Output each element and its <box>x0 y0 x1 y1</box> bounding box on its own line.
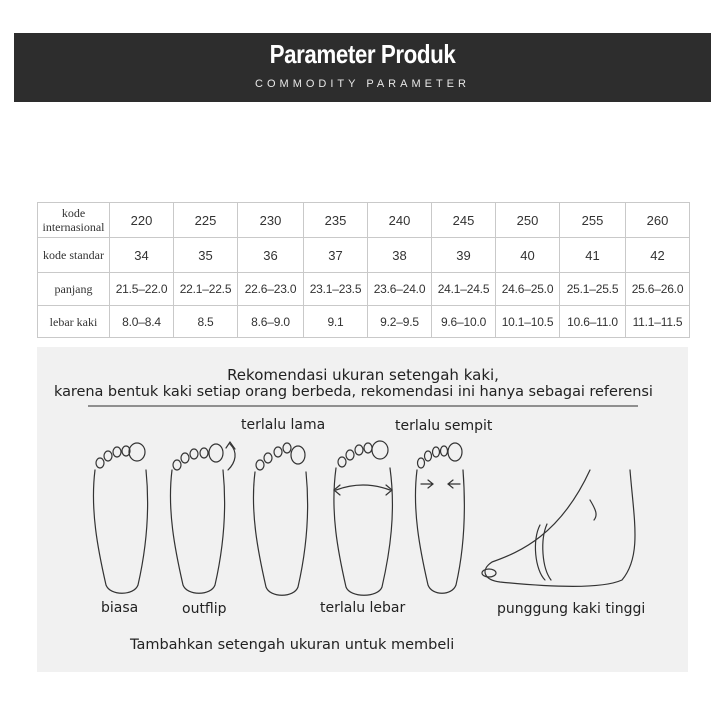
table-cell: 37 <box>304 238 368 273</box>
narrow-foot-icon <box>415 443 464 593</box>
high-instep-foot-icon <box>482 470 635 586</box>
table-cell: 9.2–9.5 <box>368 306 432 338</box>
table-cell: 35 <box>174 238 238 273</box>
row-label: panjang <box>38 273 110 306</box>
table-cell: 230 <box>238 203 304 238</box>
table-cell: 8.6–9.0 <box>238 306 304 338</box>
table-cell: 245 <box>432 203 496 238</box>
table-cell: 235 <box>304 203 368 238</box>
table-cell: 240 <box>368 203 432 238</box>
table-cell: 23.6–24.0 <box>368 273 432 306</box>
row-label: lebar kaki <box>38 306 110 338</box>
table-cell: 250 <box>496 203 560 238</box>
table-cell: 10.6–11.0 <box>560 306 626 338</box>
table-cell: 11.1–11.5 <box>626 306 690 338</box>
table-cell: 225 <box>174 203 238 238</box>
outflip-foot-icon <box>170 442 235 593</box>
table-cell: 10.1–10.5 <box>496 306 560 338</box>
row-label: kode standar <box>38 238 110 273</box>
table-cell: 25.6–26.0 <box>626 273 690 306</box>
label-too-wide: terlalu lebar <box>320 600 406 616</box>
table-cell: 36 <box>238 238 304 273</box>
table-cell: 24.1–24.5 <box>432 273 496 306</box>
table-cell: 39 <box>432 238 496 273</box>
table-cell: 9.6–10.0 <box>432 306 496 338</box>
table-cell: 21.5–22.0 <box>110 273 174 306</box>
table-cell: 255 <box>560 203 626 238</box>
label-high-instep: punggung kaki tinggi <box>497 601 646 617</box>
table-cell: 38 <box>368 238 432 273</box>
normal-foot-icon <box>93 443 147 593</box>
label-normal: biasa <box>101 600 139 616</box>
guide-footer: Tambahkan setengah ukuran untuk membeli <box>130 637 455 653</box>
table-cell: 23.1–23.5 <box>304 273 368 306</box>
row-label: kode internasional <box>38 203 110 238</box>
wide-foot-icon <box>334 441 393 595</box>
table-cell: 8.0–8.4 <box>110 306 174 338</box>
label-too-long: terlalu lama <box>241 417 326 433</box>
long-toe-foot-icon <box>253 443 307 595</box>
guide-line-1: Rekomendasi ukuran setengah kaki, <box>227 366 499 384</box>
guide-line-2: karena bentuk kaki setiap orang berbeda, rekomendasi ini hanya sebagai referensi <box>54 384 653 400</box>
label-too-narrow: terlalu sempit <box>395 418 493 434</box>
table-cell: 34 <box>110 238 174 273</box>
table-cell: 41 <box>560 238 626 273</box>
page-subtitle: COMMODITY PARAMETER <box>255 78 470 90</box>
table-cell: 24.6–25.0 <box>496 273 560 306</box>
table-cell: 220 <box>110 203 174 238</box>
table-cell: 42 <box>626 238 690 273</box>
table-cell: 260 <box>626 203 690 238</box>
table-cell: 40 <box>496 238 560 273</box>
table-cell: 8.5 <box>174 306 238 338</box>
label-outflip: outflip <box>182 601 227 617</box>
table-cell: 22.1–22.5 <box>174 273 238 306</box>
table-cell: 25.1–25.5 <box>560 273 626 306</box>
page-title: Parameter Produk <box>269 39 456 69</box>
table-cell: 9.1 <box>304 306 368 338</box>
table-cell: 22.6–23.0 <box>238 273 304 306</box>
